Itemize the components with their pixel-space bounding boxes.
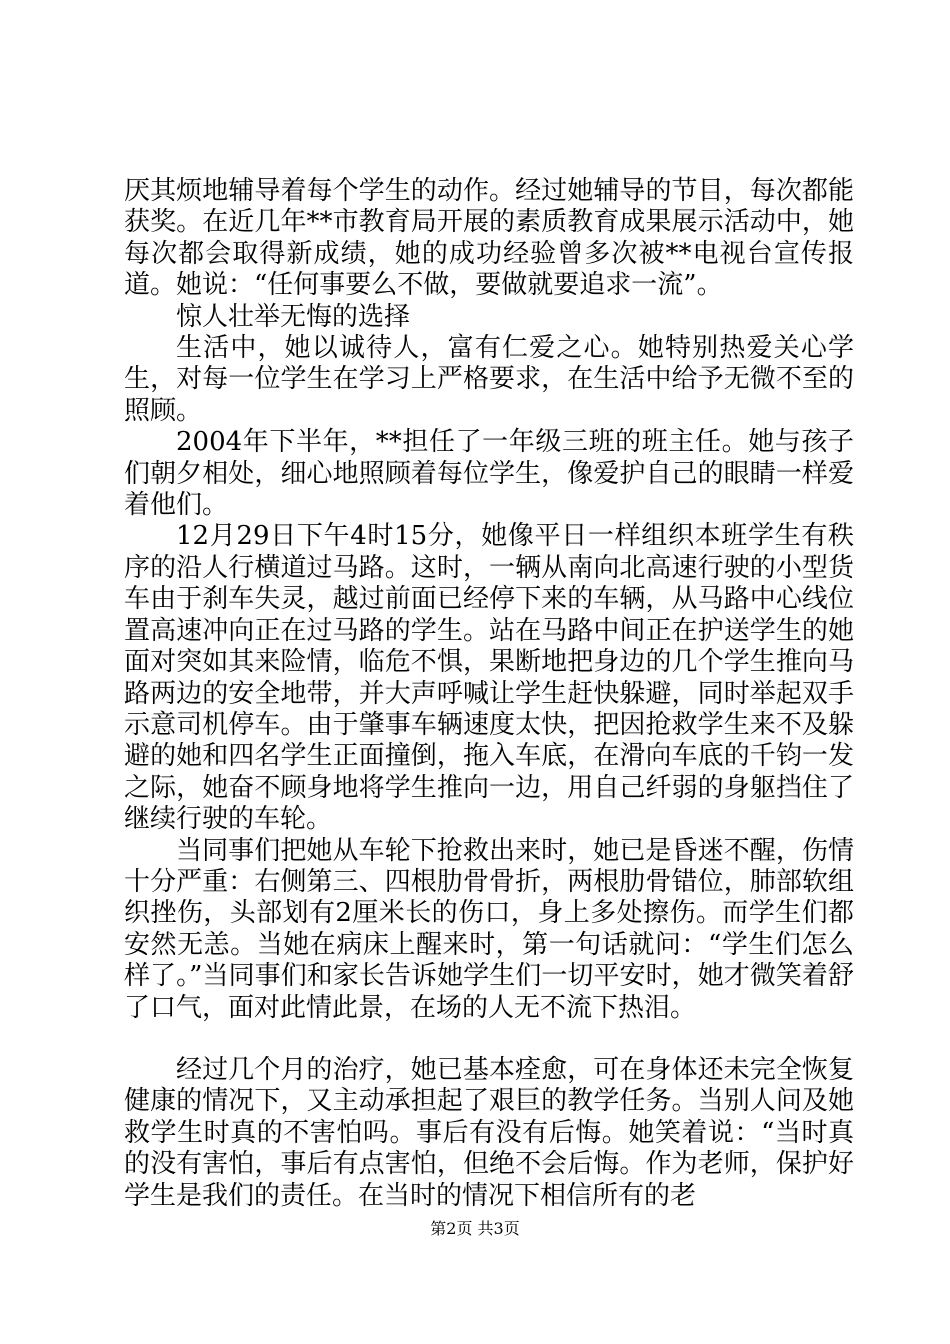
paragraph: 12月29日下午4时15分，她像平日一样组织本班学生有秩序的沿人行横道过马路。这时，一辆从南向北高速行驶的小型货车由于刹车失灵，越过前面已经停下来的车辆，从马路中心线位置高速冲向正在过马路的学生。站在马路中间正在护送学生的她面对突如其来险情，临危不惧，果断地把身边的几个学生推向马路两边的安全地带，并大声呼喊让学生赶快躲避，同时举起双手示意司机停车。由于肇事车辆速度太快，把因抢救学生来不及躲避的她和四名学生正面撞倒，拖入车底，在滑向车底的千钧一发之际，她奋不顾身地将学生推向一边，用自己纤弱的身躯挡住了继续行驶的车轮。 (124, 521, 854, 835)
paragraph-spacer (124, 1024, 854, 1055)
section-heading: 惊人壮举无悔的选择 (176, 301, 411, 332)
page-number: 第2页 共3页 (430, 1219, 520, 1238)
paragraph-continuation: 厌其烦地辅导着每个学生的动作。经过她辅导的节目，每次都能获奖。在近几年**市教育局开展的素质教育成果展示活动中，她每次都会取得新成绩，她的成功经验曾多次被**电视台宣传报道。她说：“任何事要么不做，要做就要追求一流”。 (124, 176, 854, 301)
document-body (124, 176, 854, 1212)
paragraph: 当同事们把她从车轮下抢救出来时，她已是昏迷不醒，伤情十分严重：右侧第三、四根肋骨骨折，两根肋骨错位，肺部软组织挫伤，头部划有2厘米长的伤口，身上多处擦伤。而学生们都安然无恙。当她在病床上醒来时，第一句话就问：“学生们怎么样了。”当同事们和家长告诉她学生们一切平安时，她才微笑着舒了口气，面对此情此景，在场的人无不流下热泪。 (124, 835, 854, 1023)
paragraph: 生活中，她以诚待人，富有仁爱之心。她特别热爱关心学生，对每一位学生在学习上严格要求，在生活中给予无微不至的照顾。 (124, 333, 854, 426)
paragraph: 经过几个月的治疗，她已基本痊愈，可在身体还未完全恢复健康的情况下，又主动承担起了艰巨的教学任务。当别人问及她救学生时真的不害怕吗。事后有没有后悔。她笑着说：“当时真的没有害怕，事后有点害怕，但绝不会后悔。作为老师，保护好学生是我们的责任。在当时的情况下相信所有的老 (124, 1054, 854, 1211)
paragraph: 2004年下半年，**担任了一年级三班的班主任。她与孩子们朝夕相处，细心地照顾着每位学生，像爱护自己的眼睛一样爱着他们。 (124, 427, 854, 521)
